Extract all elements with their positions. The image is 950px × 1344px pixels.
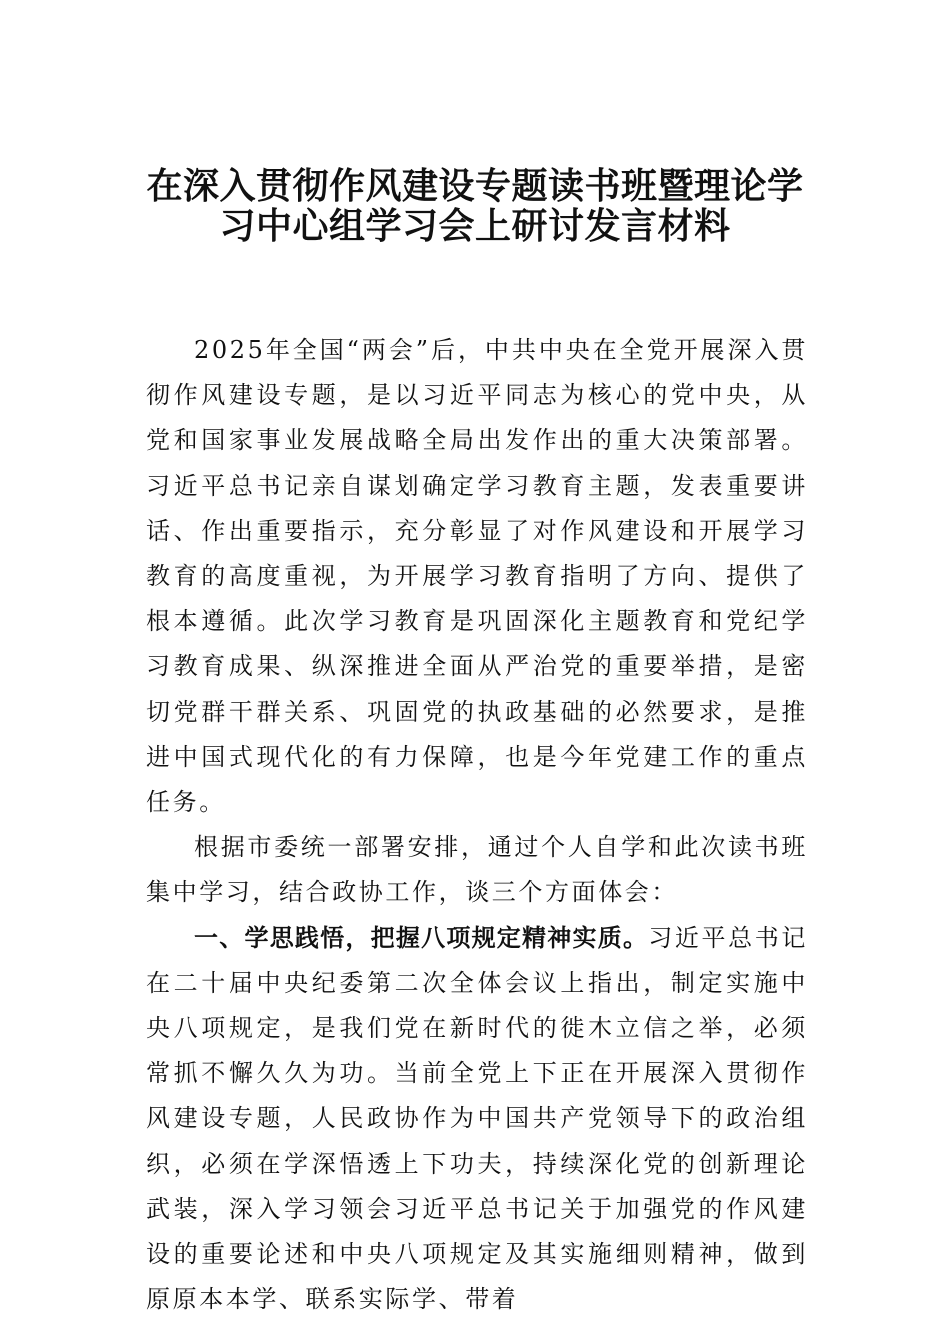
paragraph-section-1 [146,916,808,1323]
paragraph-intro: 2025年全国“两会”后，中共中央在全党开展深入贯彻作风建设专题，是以习近平同志为核心的党中央，从党和国家事业发展战略全局出发作出的重大决策部署。习近平总书记亲自谋划确定学习教育主题，发表重要讲话、作出重要指示，充分彰显了对作风建设和开展学习教育的高度重视，为开展学习教育指明了方向、提供了根本遵循。此次学习教育是巩固深化主题教育和党纪学习教育成果、纵深推进全面从严治党的重要举措，是密切党群干群关系、巩固党的执政基础的必然要求，是推进中国式现代化的有力保障，也是今年党建工作的重点任务。 [146,336,808,817]
document-title-line-2: 习中心组学习会上研讨发言材料 [219,205,731,247]
paragraph-arrangement: 根据市委统一部署安排，通过个人自学和此次读书班集中学习，结合政协工作，谈三个方面体会： [146,833,808,907]
section-1-heading: 一、学思践悟，把握八项规定精神实质。 [194,923,649,952]
document-title-line-1: 在深入贯彻作风建设专题读书班暨理论学 [146,165,804,207]
section-1-text: 习近平总书记在二十届中央纪委第二次全体会议上指出，制定实施中央八项规定，是我们党在新时代的徙木立信之举，必须常抓不懈久久为功。当前全党上下正在开展深入贯彻作风建设专题，人民政协作为中国共产党领导下的政治组织，必须在学深悟透上下功夫，持续深化党的创新理论武装，深入学习领会习近平总书记关于加强党的作风建设的重要论述和中央八项规定及其实施细则精神，做到原原本本学、联系实际学、带着 [146,923,808,1314]
document-body [146,328,808,1322]
